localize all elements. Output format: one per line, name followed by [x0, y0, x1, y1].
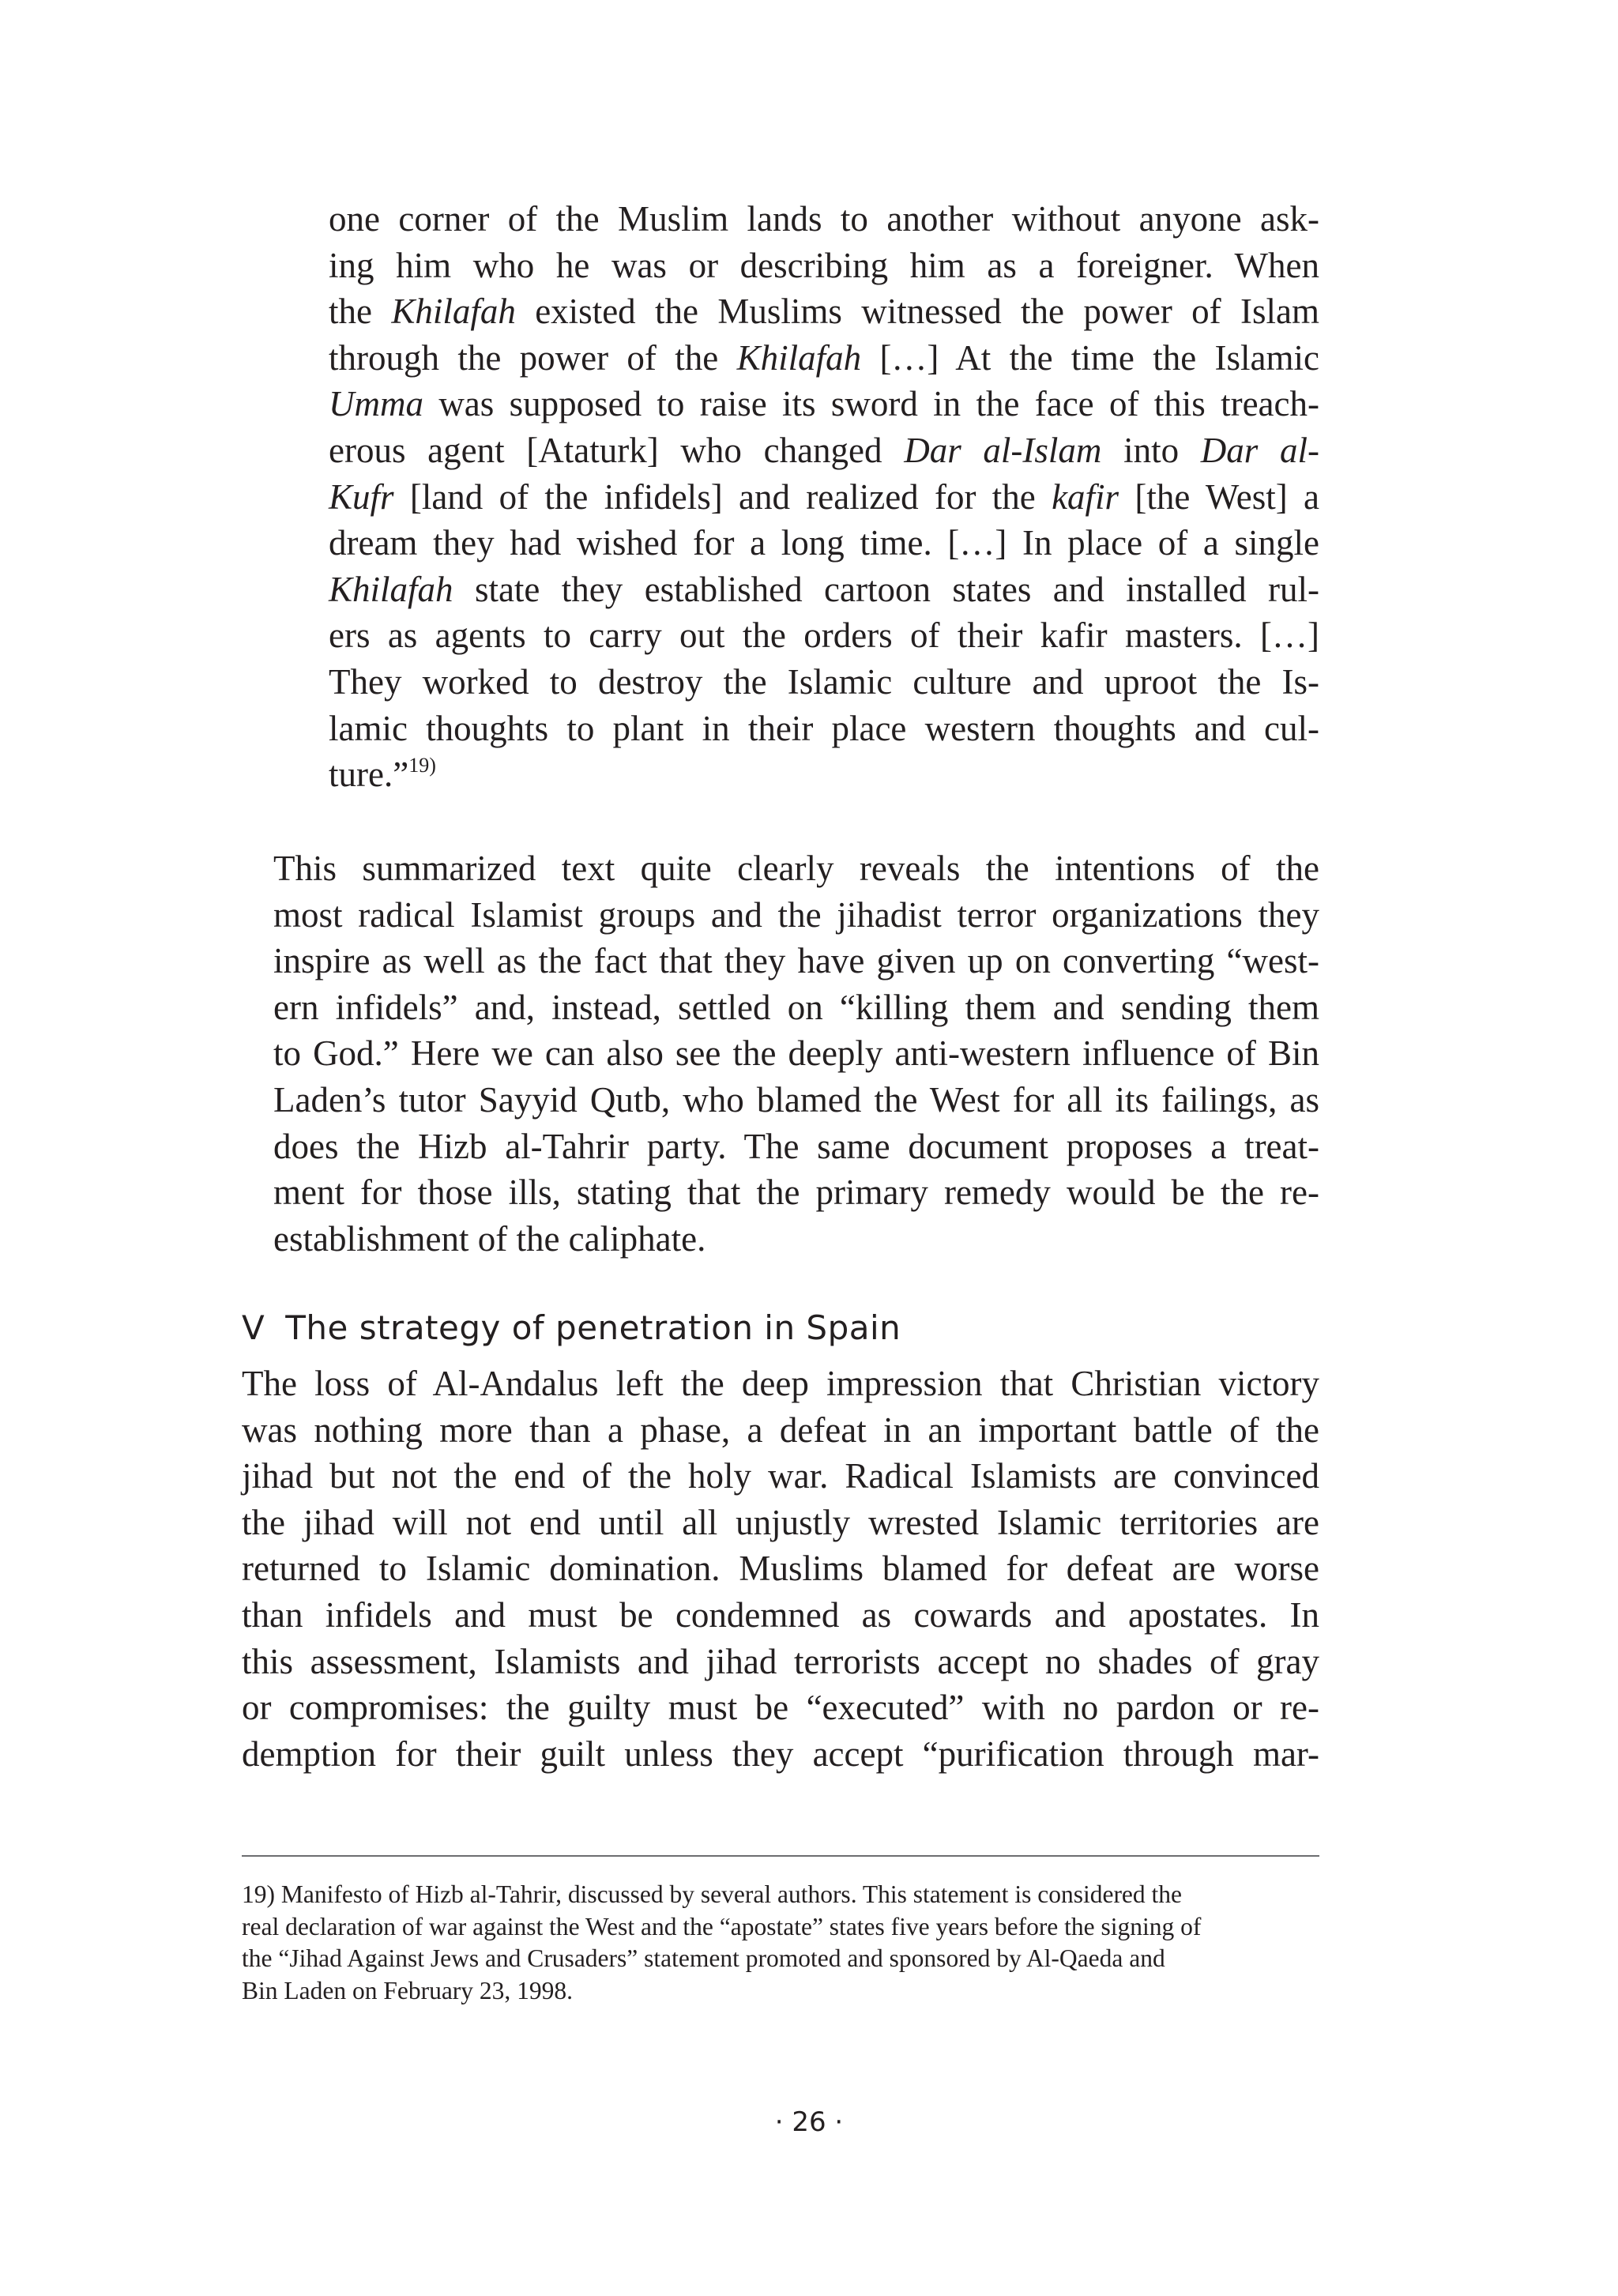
italic-term: Khilafah [329, 569, 453, 609]
paragraph2-line: returned to Islamic domination. Muslims blamed for defeat are worse [242, 1549, 1319, 1589]
italic-term: Khilafah [736, 337, 862, 378]
paragraph1-line: inspire as well as the fact that they have given up on converting “west- [273, 941, 1319, 981]
footnote-line: Bin Laden on February 23, 1998. [242, 1976, 574, 2004]
footnote-line: the “Jihad Against Jews and Crusaders” statement promoted and sponsored by Al-Qaeda and [242, 1944, 1165, 1972]
quote-line: lamic thoughts to plant in their place western thoughts and cul- [329, 708, 1319, 748]
paragraph1-line: does the Hizb al-Tahrir party. The same document proposes a treat- [273, 1126, 1319, 1166]
quote-line: the Khilafah existed the Muslims witnessed the power of Islam [329, 292, 1319, 332]
italic-term: Kufr [329, 476, 394, 517]
section-title: The strategy of penetration in Spain [285, 1308, 901, 1347]
paragraph2-line: this assessment, Islamists and jihad terrorists accept no shades of gray [242, 1641, 1319, 1681]
paragraph1-line: most radical Islamist groups and the jihadist terror organizations they [273, 894, 1319, 935]
quote-line: Khilafah state they established cartoon states and installed rul- [329, 569, 1319, 609]
quote-line: through the power of the Khilafah […] At the time the Islamic [329, 337, 1319, 378]
quote-line: one corner of the Muslim lands to another without anyone ask- [329, 199, 1319, 239]
footnote-divider [242, 1855, 1319, 1857]
quote-line: ture.”$^{19)}$ [329, 754, 436, 795]
section-heading [242, 1305, 1319, 1351]
footnote-line: real declaration of war against the West and the “apostate” states five years before the signing of [242, 1912, 1202, 1940]
footnote [242, 1879, 1319, 2007]
section-number: V [242, 1308, 265, 1347]
paragraph1-line: ment for those ills, stating that the primary remedy would be the re- [273, 1172, 1319, 1213]
quote-line: ers as agents to carry out the orders of their kafir masters. […] [329, 615, 1319, 656]
paragraph1-line: Laden’s tutor Sayyid Qutb, who blamed the West for all its failings, as [273, 1079, 1319, 1120]
paragraph2-line: was nothing more than a phase, a defeat in an important battle of the [242, 1410, 1319, 1450]
paragraph2-line: than infidels and must be condemned as cowards and apostates. In [242, 1594, 1319, 1635]
italic-term: Dar al-Islam [904, 430, 1102, 470]
paragraph2-line: or compromises: the guilty must be “executed” with no pardon or re- [242, 1688, 1319, 1728]
italic-term: Khilafah [391, 292, 516, 332]
paragraph1-line: establishment of the caliphate. [273, 1218, 706, 1259]
quote-line: Umma was supposed to raise its sword in the face of this treach- [329, 384, 1319, 424]
italic-term: kafir [1052, 476, 1119, 517]
quote-line: dream they had wished for a long time. […] In place of a single [329, 523, 1319, 563]
italic-term: Umma [329, 384, 423, 424]
paragraph-summary [242, 845, 1319, 1262]
paragraph-al-andalus [242, 1361, 1319, 1777]
paragraph1-line: This summarized text quite clearly reveals the intentions of the [273, 849, 1319, 888]
paragraph1-line: ern infidels” and, instead, settled on “killing them and sending them [273, 987, 1319, 1027]
quote-line: Kufr [land of the infidels] and realized for the kafir [the West] a [329, 476, 1319, 517]
paragraph2-line: demption for their guilt unless they accept “purification through mar- [242, 1733, 1319, 1774]
paragraph2-line: The loss of Al-Andalus left the deep impression that Christian victory [242, 1364, 1319, 1403]
footnote-line: 19) Manifesto of Hizb al-Tahrir, discussed by several authors. This statement is considered the [242, 1880, 1183, 1908]
footnote-reference: 19) [408, 754, 436, 777]
page-number: · 26 · [774, 2106, 844, 2138]
italic-term: Dar al- [1200, 430, 1319, 470]
quote-line: erous agent [Ataturk] who changed Dar al-Islam into Dar al- [329, 430, 1319, 470]
paragraph2-line: the jihad will not end until all unjustly wrested Islamic territories are [242, 1502, 1319, 1542]
quote-line: They worked to destroy the Islamic culture and uproot the Is- [329, 661, 1319, 702]
paragraph1-line: to God.” Here we can also see the deeply anti-western influence of Bin [273, 1033, 1319, 1074]
block-quote [329, 196, 1319, 798]
quote-line: ing him who he was or describing him as a foreigner. When [329, 245, 1319, 285]
paragraph2-line: jihad but not the end of the holy war. Radical Islamists are convinced [242, 1456, 1319, 1496]
